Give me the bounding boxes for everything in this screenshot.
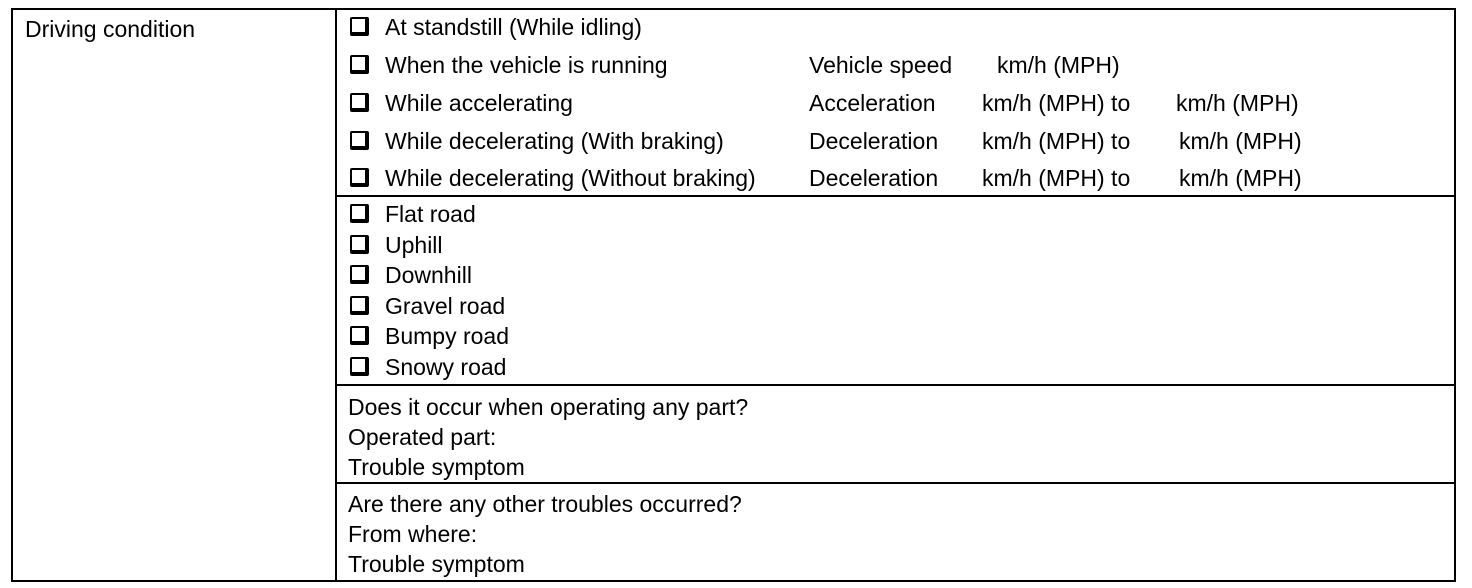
option-row-standstill <box>337 14 1454 44</box>
option-row-accelerating <box>337 90 1454 120</box>
acceleration-label: Acceleration <box>809 90 936 116</box>
speed-to-unit: km/h (MPH) <box>1179 165 1302 191</box>
speed-to-unit: km/h (MPH) <box>1179 128 1302 154</box>
option-label: While decelerating (Without braking) <box>385 165 756 191</box>
checkbox-downhill[interactable] <box>350 265 369 284</box>
operating-part-section <box>337 386 1454 484</box>
road-condition-section <box>337 197 1454 386</box>
checkbox-decel-braking[interactable] <box>350 131 369 150</box>
road-label: Uphill <box>385 232 443 258</box>
option-row-running <box>337 52 1454 82</box>
speed-from-unit: km/h (MPH) to <box>982 128 1131 154</box>
driving-condition-table <box>11 8 1456 582</box>
other-troubles-section <box>337 484 1454 580</box>
speed-from-unit: km/h (MPH) to <box>982 90 1131 116</box>
deceleration-label: Deceleration <box>809 128 939 154</box>
checkbox-uphill[interactable] <box>350 235 369 254</box>
deceleration-label: Deceleration <box>809 165 939 191</box>
option-label: When the vehicle is running <box>385 52 668 78</box>
option-row-decel-braking <box>337 128 1454 158</box>
operated-part-label: Operated part: <box>348 424 497 450</box>
road-label: Bumpy road <box>385 323 510 349</box>
option-label: While decelerating (With braking) <box>385 128 724 154</box>
from-where-label: From where: <box>348 521 478 547</box>
vehicle-speed-label: Vehicle speed <box>809 52 953 78</box>
driving-condition-label: Driving condition <box>25 16 196 42</box>
trouble-symptom-label: Trouble symptom <box>348 454 525 480</box>
checkbox-snowy-road[interactable] <box>350 357 369 376</box>
checkbox-gravel-road[interactable] <box>350 296 369 315</box>
other-troubles-question: Are there any other troubles occurred? <box>348 491 742 517</box>
checkbox-standstill[interactable] <box>350 17 369 36</box>
speed-to-unit: km/h (MPH) <box>1176 90 1299 116</box>
option-label: While accelerating <box>385 90 573 116</box>
checkbox-running[interactable] <box>350 55 369 74</box>
option-row-decel-no-braking <box>337 165 1454 195</box>
checkbox-decel-no-braking[interactable] <box>350 168 369 187</box>
trouble-symptom-label: Trouble symptom <box>348 551 525 577</box>
road-label: Downhill <box>385 262 472 288</box>
driving-state-section <box>337 10 1454 197</box>
road-label: Flat road <box>385 201 476 227</box>
checkbox-accelerating[interactable] <box>350 93 369 112</box>
checkbox-flat-road[interactable] <box>350 204 369 223</box>
operating-part-question: Does it occur when operating any part? <box>348 394 749 420</box>
speed-from-unit: km/h (MPH) to <box>982 165 1131 191</box>
speed-unit: km/h (MPH) <box>997 52 1120 78</box>
road-label: Snowy road <box>385 354 507 380</box>
label-column <box>13 10 337 580</box>
checkbox-bumpy-road[interactable] <box>350 326 369 345</box>
option-label: At standstill (While idling) <box>385 14 642 40</box>
road-label: Gravel road <box>385 293 506 319</box>
